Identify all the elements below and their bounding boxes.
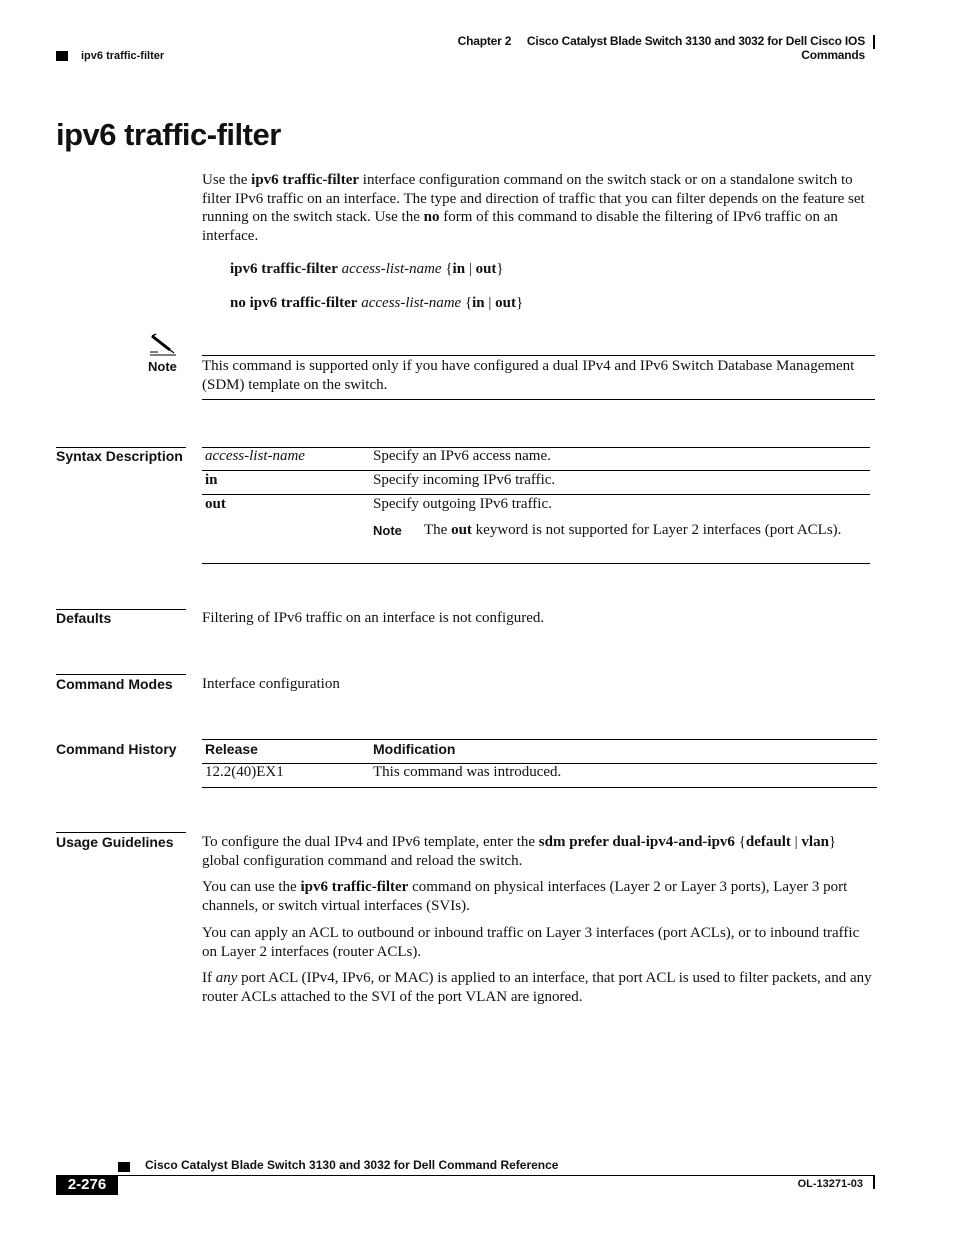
usage-paragraph: If any port ACL (IPv4, IPv6, or MAC) is applied to an interface, that port ACL is used to filter packets, and any router ACLs attached to the SVI of the port VLAN are ignored. bbox=[202, 970, 872, 1005]
usage-guidelines-label: Usage Guidelines bbox=[56, 834, 174, 850]
intro-paragraph: Use the ipv6 traffic-filter interface configuration command on the switch stack or on a standalone switch to filter IPv6 traffic on an interface. The type and direction of traffic that you can filter depends on the feature set running on the switch stack. Use the no form of this command to disable the filtering of IPv6 traffic on an interface. bbox=[202, 172, 865, 244]
syntax-line: ipv6 traffic-filter access-list-name {in | out} bbox=[230, 261, 504, 277]
table-row-rule bbox=[202, 470, 870, 471]
history-release: 12.2(40)EX1 bbox=[205, 764, 284, 780]
usage-paragraph: You can apply an ACL to outbound or inbound traffic on Layer 3 interfaces (port ACLs), or to inbound traffic on Layer 2 interfaces (router ACLs). bbox=[202, 925, 860, 960]
syntax-term: out bbox=[205, 496, 226, 512]
syntax-desc: Specify incoming IPv6 traffic. bbox=[373, 472, 556, 488]
note-top-rule bbox=[202, 355, 875, 356]
usage-paragraph: To configure the dual IPv4 and IPv6 template, enter the sdm prefer dual-ipv4-and-ipv6 {default | vlan} global configuration command and reload the switch. bbox=[202, 834, 837, 869]
history-col-modification: Modification bbox=[373, 741, 456, 757]
footer-rule bbox=[118, 1175, 875, 1176]
header-marker bbox=[56, 51, 68, 61]
page-number: 2-276 bbox=[56, 1175, 118, 1195]
inner-note-label: Note bbox=[373, 523, 402, 538]
syntax-desc: Specify outgoing IPv6 traffic. bbox=[373, 496, 552, 512]
page-title: ipv6 traffic-filter bbox=[56, 117, 281, 152]
note-bottom-rule bbox=[202, 399, 875, 400]
chapter-label: Chapter 2 bbox=[457, 34, 512, 48]
history-col-release: Release bbox=[205, 741, 258, 757]
table-bottom-rule bbox=[202, 563, 870, 564]
header-command: ipv6 traffic-filter bbox=[81, 50, 165, 62]
doc-id: OL-13271-03 bbox=[797, 1178, 863, 1190]
syntax-description-label: Syntax Description bbox=[56, 448, 183, 464]
section-rule bbox=[56, 674, 186, 675]
section-rule bbox=[56, 832, 186, 833]
table-row-rule bbox=[202, 494, 870, 495]
inner-note-text: The out keyword is not supported for Layer 2 interfaces (port ACLs). bbox=[424, 522, 842, 538]
syntax-desc: Specify an IPv6 access name. bbox=[373, 448, 551, 464]
footer-marker bbox=[118, 1162, 130, 1172]
history-top-rule bbox=[202, 739, 877, 740]
book-title: Cisco Catalyst Blade Switch 3130 and 3032 for Dell Cisco IOS Commands bbox=[526, 34, 865, 62]
syntax-term: access-list-name bbox=[205, 448, 305, 464]
running-header bbox=[420, 34, 865, 62]
footer-book-title: Cisco Catalyst Blade Switch 3130 and 3032 for Dell Command Reference bbox=[145, 1158, 559, 1172]
command-modes-label: Command Modes bbox=[56, 676, 173, 692]
history-bottom-rule bbox=[202, 787, 877, 788]
defaults-label: Defaults bbox=[56, 610, 112, 626]
usage-paragraph: You can use the ipv6 traffic-filter command on physical interfaces (Layer 2 or Layer 3 ports), Layer 3 port channels, or switch virtual interfaces (SVIs). bbox=[202, 879, 848, 914]
header-bar bbox=[873, 35, 875, 49]
note-label: Note bbox=[148, 359, 177, 374]
history-modification: This command was introduced. bbox=[373, 764, 562, 780]
defaults-text: Filtering of IPv6 traffic on an interface is not configured. bbox=[202, 610, 545, 626]
syntax-term: in bbox=[205, 472, 218, 488]
syntax-line-no: no ipv6 traffic-filter access-list-name {in | out} bbox=[230, 295, 524, 311]
note-text: This command is supported only if you have configured a dual IPv4 and IPv6 Switch Database Management (SDM) template on the switch. bbox=[202, 358, 855, 393]
command-history-label: Command History bbox=[56, 741, 177, 757]
pencil-icon bbox=[148, 333, 178, 357]
footer-bar bbox=[873, 1175, 875, 1189]
command-modes-text: Interface configuration bbox=[202, 676, 340, 692]
